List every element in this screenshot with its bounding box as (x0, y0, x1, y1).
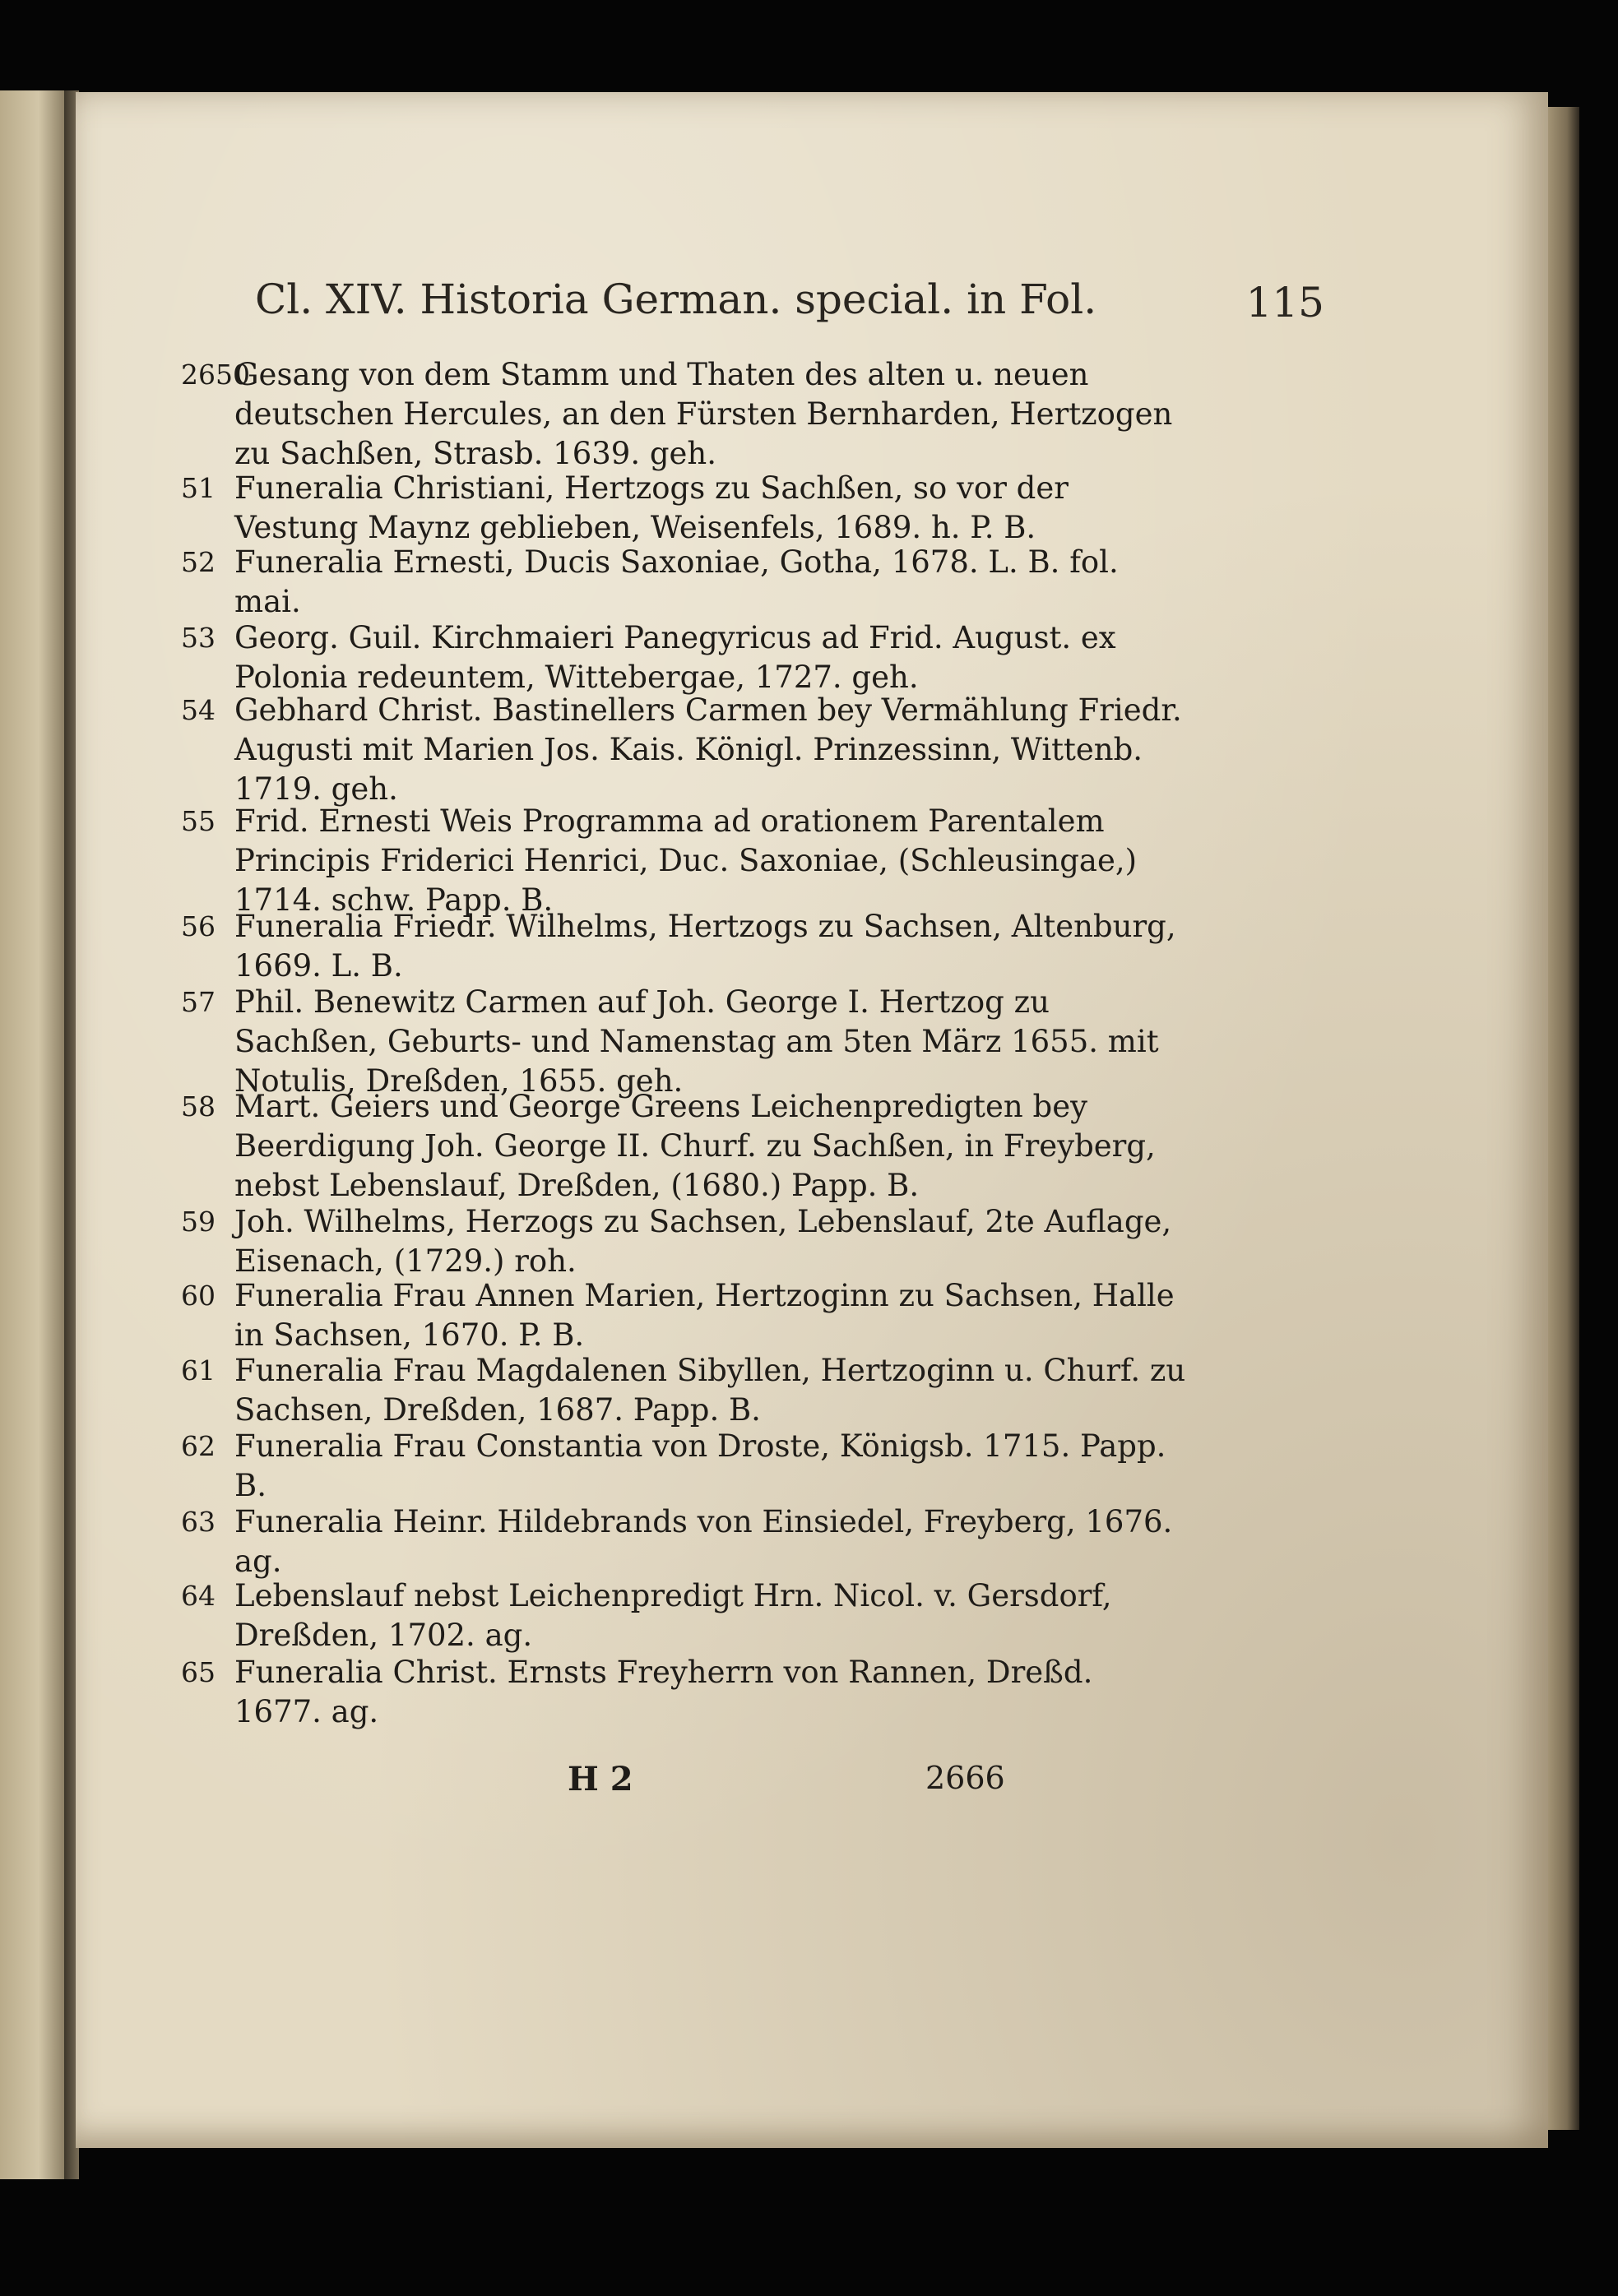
entry-text: Georg. Guil. Kirchmaieri Panegyricus ad Frid. August. ex Polonia redeuntem, Wittebergae, 1727. geh. (234, 620, 1116, 695)
entry-text: Gesang von dem Stamm und Thaten des alten u. neuen deutschen Hercules, an den Fürsten Bernharden, Hertzogen zu Sachßen, Strasb. 1639. geh. (234, 357, 1173, 471)
entry-text: Funeralia Christ. Ernsts Freyherrn von Rannen, Dreßd. 1677. ag. (234, 1655, 1093, 1729)
entry-text: Funeralia Frau Constantia von Droste, Königsb. 1715. Papp. B. (234, 1428, 1166, 1503)
entry-text: Lebenslauf nebst Leichenpredigt Hrn. Nicol. v. Gersdorf, Dreßden, 1702. ag. (234, 1578, 1112, 1653)
entry-number: 63 (181, 1506, 216, 1538)
entry-text: Funeralia Friedr. Wilhelms, Hertzogs zu Sachsen, Altenburg, 1669. L. B. (234, 909, 1176, 984)
entry-number: 52 (181, 546, 216, 578)
entry-number: 61 (181, 1354, 216, 1386)
catchword: 2666 (925, 1760, 1005, 1796)
signature-mark: H 2 (568, 1760, 633, 1798)
previous-page-edge (0, 90, 64, 2179)
entry-number: 53 (181, 622, 216, 654)
entry-number: 54 (181, 694, 216, 726)
running-title: Cl. XIV. Historia German. special. in Fol. (255, 275, 1097, 323)
entry-number: 56 (181, 910, 216, 942)
entry-number: 59 (181, 1206, 216, 1238)
entry-number: 64 (181, 1580, 216, 1612)
entry-text: Funeralia Frau Annen Marien, Hertzoginn zu Sachsen, Halle in Sachsen, 1670. P. B. (234, 1278, 1175, 1353)
entry-number: 62 (181, 1430, 216, 1462)
entry-text: Mart. Geiers und George Greens Leichenpredigten bey Beerdigung Joh. George II. Churf. zu Sachßen, in Freyberg, nebst Lebenslauf, Dreßden, (1680.) Papp. B. (234, 1089, 1156, 1203)
entry-number: 60 (181, 1280, 216, 1312)
entry-number: 57 (181, 986, 216, 1018)
entry-number: 58 (181, 1090, 216, 1123)
entry-text: Phil. Benewitz Carmen auf Joh. George I. Hertzog zu Sachßen, Geburts- und Namenstag am 5ten März 1655. mit Notulis, Dreßden, 1655. geh. (234, 984, 1159, 1099)
entry-text: Frid. Ernesti Weis Programma ad orationem Parentalem Principis Friderici Henrici, Duc. Saxoniae, (Schleusingae,) 1714. schw. Papp. B. (234, 803, 1138, 918)
entry-number: 65 (181, 1656, 216, 1688)
entry-text: Funeralia Ernesti, Ducis Saxoniae, Gotha, 1678. L. B. fol. mai. (234, 544, 1119, 619)
entry-text: Gebhard Christ. Bastinellers Carmen bey Vermählung Friedr. Augusti mit Marien Jos. Kais. Königl. Prinzessinn, Wittenb. 1719. geh. (234, 692, 1182, 807)
entry-text: Funeralia Christiani, Hertzogs zu Sachßen, so vor der Vestung Maynz geblieben, Weisenfels, 1689. h. P. B. (234, 470, 1069, 545)
entry-text: Funeralia Heinr. Hildebrands von Einsiedel, Freyberg, 1676. ag. (234, 1504, 1173, 1579)
entry-number: 55 (181, 805, 216, 837)
entry-text: Joh. Wilhelms, Herzogs zu Sachsen, Lebenslauf, 2te Auflage, Eisenach, (1729.) roh. (234, 1204, 1172, 1279)
entry-number: 51 (181, 472, 216, 504)
entry-number: 2650 (181, 359, 250, 391)
entry-text: Funeralia Frau Magdalenen Sibyllen, Hertzoginn u. Churf. zu Sachsen, Dreßden, 1687. Papp. B. (234, 1353, 1186, 1428)
running-header (255, 275, 1324, 341)
page-number: 115 (1245, 279, 1324, 326)
